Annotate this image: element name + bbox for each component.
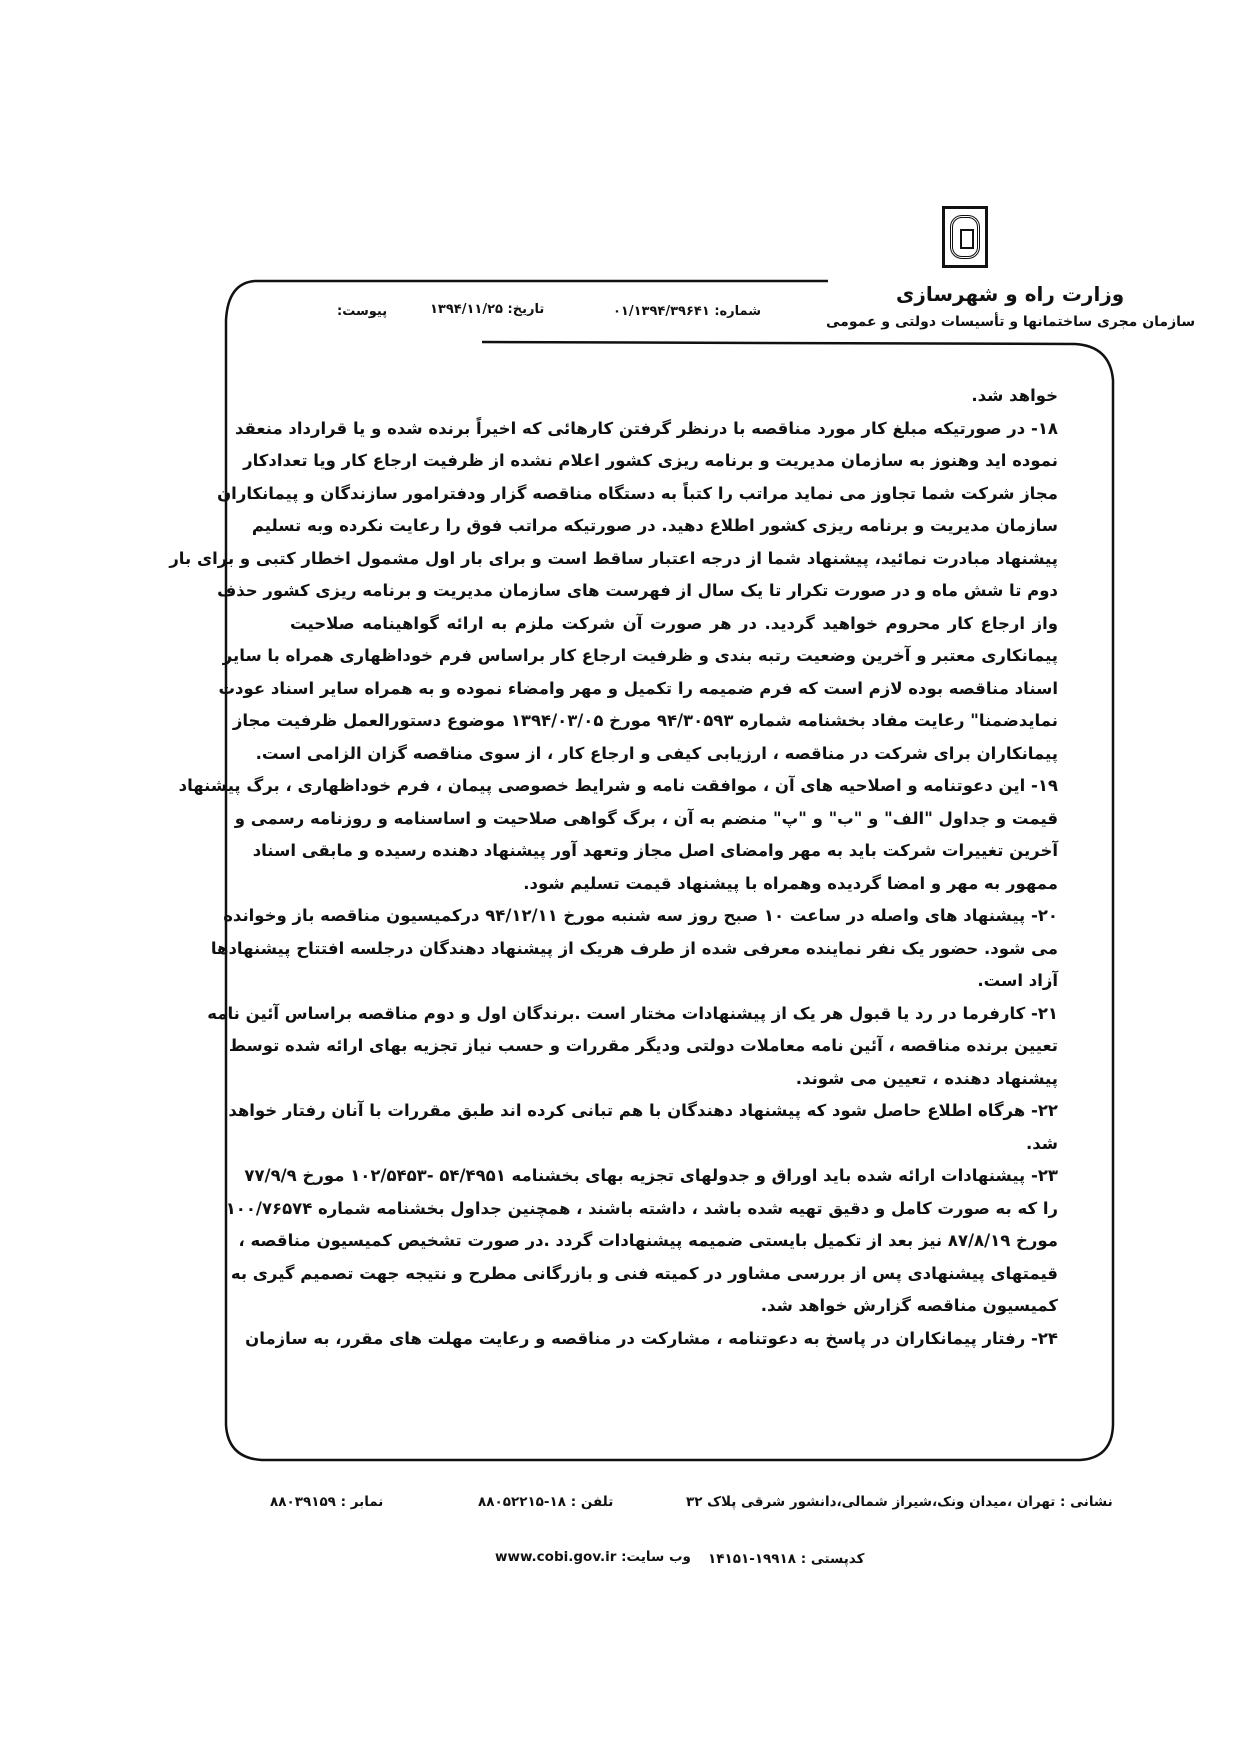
body-line: آزاد است. <box>977 971 1058 990</box>
footer-phone: تلفن : ۱۸-۸۸۰۵۲۲۱۵ <box>478 1494 614 1510</box>
body-line: پیمانکاران برای شرکت در مناقصه ، ارزیابی کیفی و ارجاع کار ، از سوی مناقصه گزان الزامی است. <box>255 743 1058 763</box>
ministry-logo <box>942 206 988 268</box>
letter-number <box>613 304 761 319</box>
footer-website <box>495 1549 691 1565</box>
letter-date <box>430 302 544 317</box>
body-line: آخرین تغییرات شرکت باید به مهر وامضای اصل مجاز وتعهد آور پیشنهاد دهنده رسیده و مابقی اسناد <box>252 841 1058 860</box>
letter-body <box>169 380 1058 1355</box>
body-line: قیمت و جداول "الف" و "ب" و "پ" منضم به آن ، برگ گواهی صلاحیت و اساسنامه و روزنامه رسمی و <box>234 808 1058 828</box>
body-line: شد. <box>1025 1133 1058 1153</box>
body-line: پیشنهاد مبادرت نمائید، پیشنهاد شما از درجه اعتبار ساقط است و برای بار اول مشمول اخطار کتبی و برای بار <box>169 548 1058 568</box>
body-line: ۲۱- کارفرما در رد یا قبول هر یک از پیشنهادات مختار است .برندگان اول و دوم مناقصه براساس آئین نامه <box>207 1003 1058 1023</box>
body-line: ۲۰- پیشنهاد های واصله در ساعت ۱۰ صبح روز سه شنبه مورخ ۹۴/۱۲/۱۱ درکمیسیون مناقصه باز وخوانده <box>223 906 1058 925</box>
footer-postal-code: کدپستی : ۱۹۹۱۸-۱۴۱۵۱ <box>708 1551 865 1567</box>
body-line: واز ارجاع کار محروم خواهید گردید. در هر صورت آن شرکت ملزم به ارائه گواهینامه صلاحیت <box>290 613 1058 633</box>
body-line: ۱۹- این دعوتنامه و اصلاحیه های آن ، موافقت نامه و شرایط خصوصی پیمان ، فرم خوداظهاری ، برگ پیشنهاد <box>178 776 1058 795</box>
body-line: ۲۴- رفتار پیمانکاران در پاسخ به دعوتنامه ، مشارکت در مناقصه و رعایت مهلت های مقرر، به سازمان <box>245 1328 1058 1348</box>
body-line: ۲۳- پیشنهادات ارائه شده باید اوراق و جدولهای تجزیه بهای بخشنامه ۵۴/۴۹۵۱ -۱۰۲/۵۴۵۳ مورخ ۷۷/۹/۹ <box>244 1166 1058 1185</box>
body-line: نموده اید وهنوز به سازمان مدیریت و برنامه ریزی کشور اعلام نشده از ظرفیت ارجاع کار ویا تعدادکار <box>243 451 1058 470</box>
body-line: ۲۲- هرگاه اطلاع حاصل شود که پیشنهاد دهندگان با هم تبانی کرده اند طبق مقررات با آنان رفتار خواهد <box>228 1101 1058 1120</box>
website-url[interactable]: www.cobi.gov.ir <box>495 1549 617 1565</box>
body-line: می شود. حضور یک نفر نماینده معرفی شده از طرف هریک از پیشنهاد دهندگان درجلسه افتتاح پیشنهادها <box>210 938 1058 958</box>
body-line: پیمانکاری معتبر و آخرین وضعیت رتبه بندی و ظرفیت ارجاع کار براساس فرم خوداظهاری همراه با سایر <box>222 646 1058 665</box>
body-line: را که به صورت کامل و دقیق تهیه شده باشد ، داشته باشند ، همچنین جداول بخشنامه شماره ۱۰۰/۷۶۵۷۴ <box>225 1198 1058 1218</box>
organization-name: سازمان مجری ساختمانها و تأسیسات دولتی و عمومی <box>826 314 1196 330</box>
body-line: اسناد مناقصه بوده لازم است که فرم ضمیمه را تکمیل و مهر وامضاء نموده و به همراه سایر اسناد عودت <box>218 678 1058 698</box>
date-label: تاریخ: <box>507 302 545 317</box>
attachment-label: پیوست: <box>337 304 388 319</box>
body-line: پیشنهاد دهنده ، تعیین می شوند. <box>795 1068 1058 1088</box>
body-line: کمیسیون مناقصه گزارش خواهد شد. <box>760 1296 1058 1315</box>
body-line: نمایدضمنا" رعایت مفاد بخشنامه شماره ۹۴/۳۰۵۹۳ مورخ ۱۳۹۴/۰۳/۰۵ موضوع دستورالعمل ظرفیت مجاز <box>232 711 1058 730</box>
body-line: خواهد شد. <box>971 386 1058 405</box>
date-value: ۱۳۹۴/۱۱/۲۵ <box>430 302 503 317</box>
body-line: دوم تا شش ماه و در صورت تکرار تا یک سال از فهرست های سازمان مدیریت و برنامه ریزی کشور حذف <box>217 581 1058 600</box>
footer-fax: نمابر : ۸۸۰۳۹۱۵۹ <box>270 1494 384 1510</box>
body-line: تعیین برنده مناقصه ، آئین نامه معاملات دولتی ودیگر مقررات و حسب نیاز تجزیه بهای ارائه شده توسط <box>228 1036 1058 1055</box>
body-line: قیمتهای پیشنهادی پس از بررسی مشاور در کمیته فنی و بازرگانی مطرح و نتیجه جهت تصمیم گیری به <box>230 1263 1058 1283</box>
number-value: ۰۱/۱۳۹۴/۳۹۶۴۱ <box>613 304 710 319</box>
body-line: مجاز شرکت شما تجاوز می نماید مراتب را کتباً به دستگاه مناقصه گزار ودفترامور سازندگان و پیمانکاران <box>217 483 1058 503</box>
body-line: ۱۸- در صورتیکه مبلغ کار مورد مناقصه با درنظر گرفتن کارهائی که اخیراً برنده شده و یا قرارداد منعقد <box>235 418 1058 438</box>
body-line: مورخ ۸۷/۸/۱۹ نیز بعد از تکمیل بایستی ضمیمه پیشنهادات گردد .در صورت تشخیص کمیسیون مناقصه ، <box>238 1231 1058 1250</box>
number-label: شماره: <box>714 304 762 319</box>
body-line: سازمان مدیریت و برنامه ریزی کشور اطلاع دهید. در صورتیکه مراتب فوق را رعایت نکرده وبه تسلیم <box>251 516 1058 535</box>
footer-address: نشانی : تهران ،میدان ونک،شیراز شمالی،دانشور شرقی پلاک ۳۲ <box>686 1494 1113 1510</box>
ministry-name: وزارت راه و شهرسازی <box>896 282 1125 306</box>
body-line: ممهور به مهر و امضا گردیده وهمراه با پیشنهاد قیمت تسلیم شود. <box>523 873 1058 893</box>
website-label: وب سایت: <box>621 1549 691 1565</box>
